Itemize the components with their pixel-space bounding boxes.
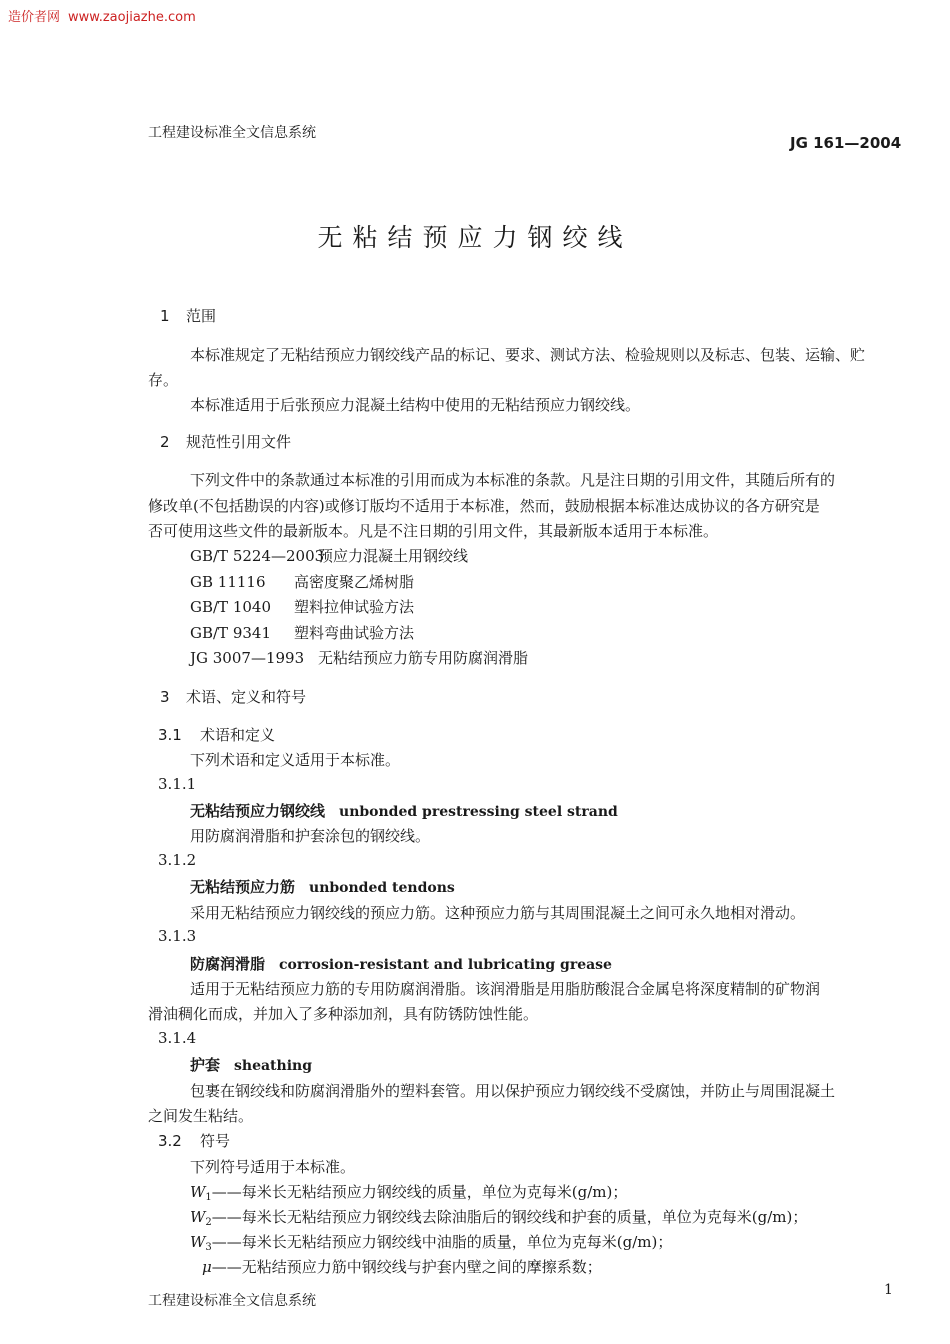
symbol-description: ——每米长无粘结预应力钢绞线去除油脂后的钢绞线和护套的质量，单位为克每米(g/m)； xyxy=(211,1208,808,1226)
paragraph-continuation: 否可使用这些文件的最新版本。凡是不注日期的引用文件，其最新版本适用于本标准。 xyxy=(148,522,719,540)
subsection-3-2-heading xyxy=(158,1130,230,1151)
clause-number: 3.1.3 xyxy=(158,927,197,945)
reference-item xyxy=(190,596,414,617)
symbol-subscript: 2 xyxy=(205,1217,212,1228)
reference-item xyxy=(190,622,414,643)
symbol-item xyxy=(190,1206,807,1228)
symbol: W xyxy=(190,1233,206,1251)
paragraph: 下列符号适用于本标准。 xyxy=(190,1158,356,1176)
footer-system-name: 工程建设标准全文信息系统 xyxy=(148,1293,316,1309)
term-heading xyxy=(190,876,455,897)
reference-code: GB/T 9341 xyxy=(190,624,272,642)
term-heading xyxy=(190,800,618,821)
section-1-heading xyxy=(160,305,216,326)
reference-code: GB 11116 xyxy=(190,573,266,591)
reference-title: 塑料弯曲试验方法 xyxy=(294,624,415,642)
watermark xyxy=(8,6,204,25)
reference-title: 高密度聚乙烯树脂 xyxy=(294,573,415,591)
symbol-item xyxy=(190,1181,627,1203)
term-definition: 采用无粘结预应力钢绞线的预应力筋。这种预应力筋与其周围混凝土之间可永久地相对滑动。 xyxy=(190,904,806,922)
symbol-description: ——无粘结预应力筋中钢绞线与护套内壁之间的摩擦系数； xyxy=(211,1258,602,1276)
subsection-3-1-heading xyxy=(158,724,275,745)
reference-item xyxy=(190,571,414,592)
term-definition: 用防腐润滑脂和护套涂包的钢绞线。 xyxy=(190,827,431,845)
term-definition: 适用于无粘结预应力筋的专用防腐润滑脂。该润滑脂是用脂肪酸混合金属皂将深度精制的矿物润 xyxy=(190,980,821,998)
term-english: unbonded tendons xyxy=(309,880,455,896)
term-heading xyxy=(190,1054,312,1075)
document-title: 无粘结预应力钢绞线 xyxy=(317,223,633,252)
symbol-description: ——每米长无粘结预应力钢绞线的质量，单位为克每米(g/m)； xyxy=(211,1183,628,1201)
reference-item xyxy=(190,647,528,668)
section-3-heading xyxy=(160,686,306,707)
section-number: 1 xyxy=(160,307,170,325)
subsection-title: 术语和定义 xyxy=(200,726,276,744)
symbol-description: ——每米长无粘结预应力钢绞线中油脂的质量，单位为克每米(g/m)； xyxy=(211,1233,673,1251)
term-definition-continuation: 滑油稠化而成，并加入了多种添加剂，具有防锈防蚀性能。 xyxy=(148,1005,539,1023)
term-english: sheathing xyxy=(234,1058,312,1074)
header-system-name: 工程建设标准全文信息系统 xyxy=(148,125,316,141)
paragraph-continuation: 修改单(不包括勘误的内容)或修订版均不适用于本标准，然而，鼓励根据本标准达成协议的各方研究是 xyxy=(148,497,820,515)
section-number: 2 xyxy=(160,433,170,451)
standard-code: JG 161—2004 xyxy=(790,134,902,152)
term-english: unbonded prestressing steel strand xyxy=(339,804,618,820)
section-title: 规范性引用文件 xyxy=(186,433,292,451)
reference-title: 塑料拉伸试验方法 xyxy=(294,598,415,616)
symbol: μ xyxy=(202,1258,212,1276)
paragraph: 下列文件中的条款通过本标准的引用而成为本标准的条款。凡是注日期的引用文件，其随后所有的 xyxy=(190,471,836,489)
term-heading xyxy=(190,953,612,974)
term-chinese: 防腐润滑脂 xyxy=(190,955,266,973)
section-number: 3 xyxy=(160,688,170,706)
paragraph: 本标准适用于后张预应力混凝土结构中使用的无粘结预应力钢绞线。 xyxy=(190,396,641,414)
clause-number: 3.1.1 xyxy=(158,775,197,793)
section-title: 术语、定义和符号 xyxy=(186,688,307,706)
subsection-number: 3.2 xyxy=(158,1132,182,1150)
term-definition-continuation: 之间发生粘结。 xyxy=(148,1107,254,1125)
subsection-number: 3.1 xyxy=(158,726,182,744)
symbol-subscript: 1 xyxy=(205,1192,212,1203)
reference-code: GB/T 5224—2003 xyxy=(190,547,325,565)
symbol-subscript: 3 xyxy=(205,1242,212,1253)
term-english: corrosion-resistant and lubricating grease xyxy=(279,957,612,973)
reference-code: JG 3007—1993 xyxy=(190,649,305,667)
term-definition: 包裹在钢绞线和防腐润滑脂外的塑料套管。用以保护预应力钢绞线不受腐蚀，并防止与周围混凝土 xyxy=(190,1082,836,1100)
term-chinese: 无粘结预应力筋 xyxy=(190,878,296,896)
section-2-heading xyxy=(160,431,291,452)
reference-title: 预应力混凝土用钢绞线 xyxy=(318,547,469,565)
term-chinese: 护套 xyxy=(190,1056,221,1074)
watermark-url[interactable]: www.zaojiazhe.com xyxy=(68,10,196,25)
clause-number: 3.1.4 xyxy=(158,1029,197,1047)
reference-code: GB/T 1040 xyxy=(190,598,272,616)
symbol-item xyxy=(202,1256,602,1277)
page-number: 1 xyxy=(884,1282,893,1298)
symbol: W xyxy=(190,1208,206,1226)
symbol: W xyxy=(190,1183,206,1201)
section-title: 范围 xyxy=(186,307,217,325)
reference-item xyxy=(190,545,468,566)
reference-title: 无粘结预应力筋专用防腐润滑脂 xyxy=(318,649,529,667)
subsection-title: 符号 xyxy=(200,1132,231,1150)
symbol-item xyxy=(190,1231,672,1253)
term-chinese: 无粘结预应力钢绞线 xyxy=(190,802,326,820)
paragraph: 下列术语和定义适用于本标准。 xyxy=(190,751,401,769)
paragraph: 本标准规定了无粘结预应力钢绞线产品的标记、要求、测试方法、检验规则以及标志、包装、运输、贮 xyxy=(190,346,866,364)
watermark-site-name: 造价者网 xyxy=(8,10,61,25)
clause-number: 3.1.2 xyxy=(158,851,197,869)
paragraph-continuation: 存。 xyxy=(148,371,179,389)
